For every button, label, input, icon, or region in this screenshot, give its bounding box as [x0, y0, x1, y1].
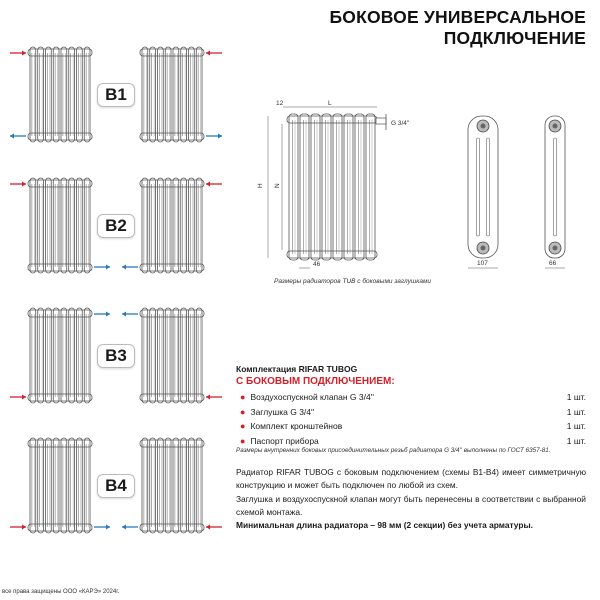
side-view-3col — [468, 116, 498, 258]
kit-list — [236, 390, 586, 448]
radiator-section — [181, 438, 187, 533]
axis-dim-label: N — [274, 183, 281, 188]
kit-item-name: Паспорт прибора — [250, 435, 319, 446]
kit-item — [236, 405, 586, 420]
bullet-icon: ● — [240, 421, 246, 432]
radiator-section — [61, 308, 67, 403]
nipple-core — [553, 246, 558, 251]
flow-arrow — [10, 395, 26, 400]
arrow-head-icon — [206, 525, 210, 530]
title-line-1: БОКОВОЕ УНИВЕРСАЛЬНОЕ — [329, 7, 586, 27]
radiator-section — [355, 114, 364, 260]
radiator-section — [173, 438, 179, 533]
radiator-section — [344, 114, 353, 260]
radiator-section — [30, 308, 36, 403]
kit-item — [236, 434, 586, 449]
kit-section — [236, 364, 586, 448]
radiator — [28, 438, 92, 533]
title-line-2: ПОДКЛЮЧЕНИЕ — [443, 28, 586, 48]
radiator-section — [173, 308, 179, 403]
radiator-section — [189, 308, 195, 403]
thread-note: Размеры внутренних боковых присоединительных резьб радиатора G 3/4'' выполнены по ГОСТ 6357-81. — [236, 447, 551, 454]
nipple-core — [481, 246, 486, 251]
scheme-label-b1: B1 — [97, 83, 135, 107]
bullet-icon: ● — [240, 392, 246, 403]
radiator-section — [158, 438, 164, 533]
radiator-section — [53, 308, 59, 403]
radiator-section — [61, 438, 67, 533]
arrow-head-icon — [22, 395, 26, 400]
kit-subheading: С БОКОВЫМ ПОДКЛЮЧЕНИЕМ: — [236, 376, 395, 387]
technical-drawing — [0, 0, 600, 290]
radiator-section — [196, 308, 202, 403]
radiator-section — [165, 308, 171, 403]
scheme-label-b4: B4 — [97, 474, 135, 498]
flow-arrow — [94, 312, 110, 317]
flow-arrow — [10, 525, 26, 530]
arrow-head-icon — [122, 312, 126, 317]
kit-item — [236, 419, 586, 434]
side-view-2col — [545, 116, 565, 258]
side-view-3col-dim-label: 107 — [477, 260, 488, 267]
arrow-head-icon — [206, 395, 210, 400]
kit-item-qty: 1 шт. — [566, 435, 586, 446]
description-p1: Радиатор RIFAR TUBOG с боковым подключением (схемы B1-B4) имеет симметричную конструкцию и может быть подключен по любой из схем. — [236, 467, 586, 491]
thread-dim-label: G 3/4'' — [391, 120, 410, 127]
nipple-core — [553, 124, 558, 129]
kit-item — [236, 390, 586, 405]
radiator-section — [38, 438, 44, 533]
scheme-label-b3: B3 — [97, 344, 135, 368]
flow-arrow — [94, 525, 110, 530]
description — [236, 466, 586, 532]
radiator-section — [142, 308, 148, 403]
radiator-section — [150, 438, 156, 533]
arrow-head-icon — [22, 525, 26, 530]
bullet-icon: ● — [240, 406, 246, 417]
flow-arrow — [122, 312, 138, 317]
radiator-section — [366, 114, 375, 260]
description-p3: Минимальная длина радиатора – 98 мм (2 секции) без учета арматуры. — [236, 520, 533, 531]
radiator-section — [69, 438, 75, 533]
radiator-section — [84, 308, 90, 403]
arrow-head-icon — [106, 312, 110, 317]
radiator-section — [69, 308, 75, 403]
radiator-section — [196, 438, 202, 533]
kit-item-name: Воздухоспускной клапан G 3/4'' — [250, 392, 374, 403]
radiator-section — [150, 308, 156, 403]
arrow-head-icon — [106, 525, 110, 530]
radiator-section — [142, 438, 148, 533]
offset-dim-label: 12 — [276, 100, 284, 107]
height-dim-label: H — [257, 183, 264, 188]
radiator-section — [77, 438, 83, 533]
kit-item-qty: 1 шт. — [566, 421, 586, 432]
radiator-section — [38, 308, 44, 403]
radiator-section — [181, 308, 187, 403]
kit-item-qty: 1 шт. — [566, 406, 586, 417]
radiator-section — [158, 308, 164, 403]
radiator-section — [165, 438, 171, 533]
radiator-section — [333, 114, 342, 260]
radiator-section — [30, 438, 36, 533]
copyright: все права защищены ООО «КАРЭ» 2024г. — [2, 589, 120, 595]
radiator — [287, 114, 377, 260]
pitch-dim-label: 46 — [313, 261, 321, 268]
radiator — [140, 308, 204, 403]
radiator — [28, 308, 92, 403]
flow-arrow — [122, 525, 138, 530]
kit-item-qty: 1 шт. — [566, 392, 586, 403]
flow-arrow — [206, 525, 222, 530]
radiator-section — [53, 438, 59, 533]
drawing-caption: Размеры радиаторов TUB с боковыми заглушками — [274, 278, 432, 285]
kit-item-name: Заглушка G 3/4'' — [250, 406, 315, 417]
length-dim-label: L — [328, 100, 332, 107]
radiator-section — [84, 438, 90, 533]
bullet-icon: ● — [240, 435, 246, 446]
kit-heading: Комплектация RIFAR TUBOG — [236, 364, 358, 374]
radiator — [140, 438, 204, 533]
radiator-section — [46, 438, 52, 533]
radiator-section — [289, 114, 298, 260]
side-view-2col-dim-label: 66 — [549, 260, 557, 267]
fitting — [376, 118, 386, 124]
kit-item-name: Комплект кронштейнов — [250, 421, 343, 432]
arrow-head-icon — [122, 525, 126, 530]
radiator-section — [311, 114, 320, 260]
scheme-label-b2: B2 — [97, 214, 135, 238]
radiator-section — [189, 438, 195, 533]
nipple-core — [481, 124, 486, 129]
radiator-section — [300, 114, 309, 260]
radiator-section — [46, 308, 52, 403]
description-p2: Заглушка и воздухоспускной клапан могут быть перенесены в соответствии с выбранной схемой монтажа. — [236, 493, 586, 517]
radiator-section — [322, 114, 331, 260]
flow-arrow — [206, 395, 222, 400]
radiator-section — [77, 308, 83, 403]
